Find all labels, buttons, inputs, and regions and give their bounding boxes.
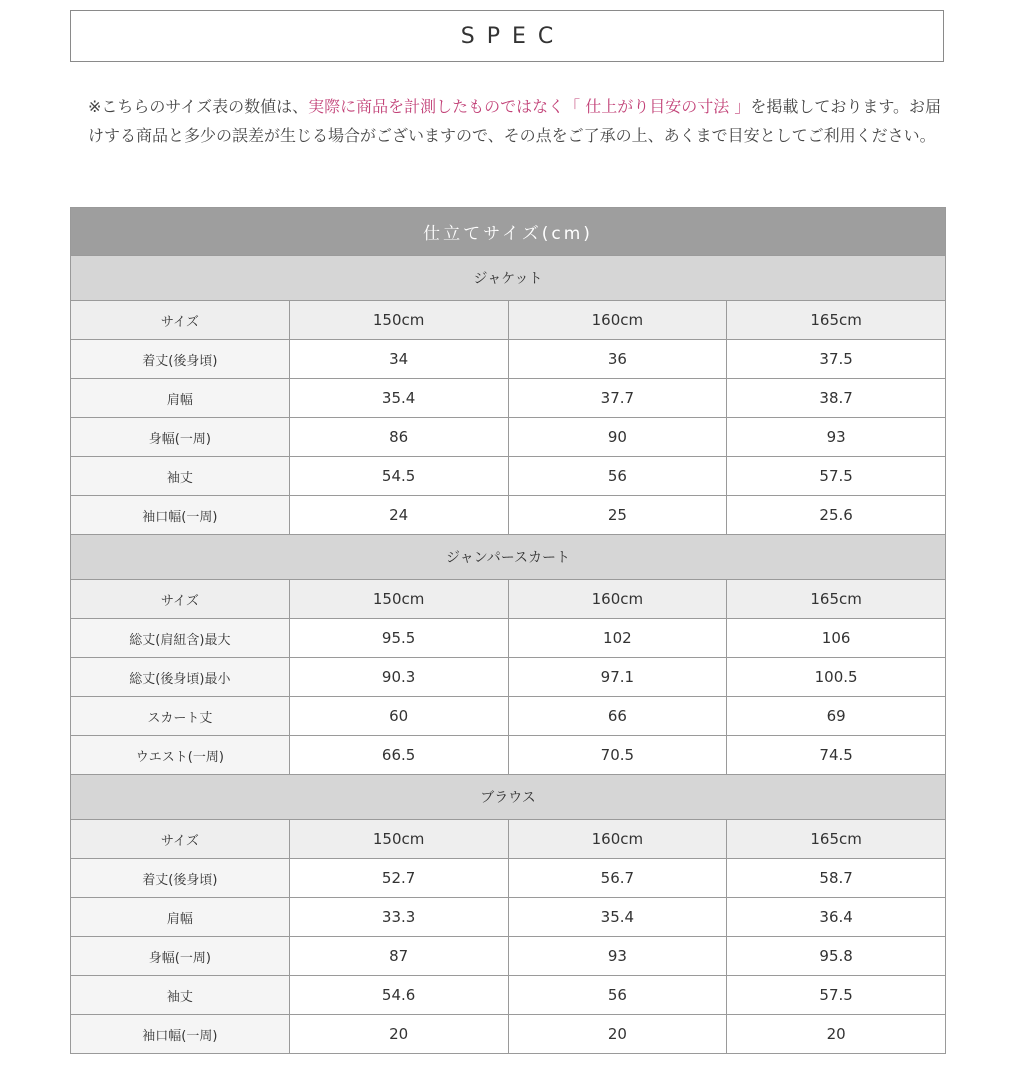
size-label: サイズ	[71, 580, 290, 619]
row-label: 袖口幅(一周)	[71, 496, 290, 535]
table-row	[71, 976, 946, 1015]
row-label: 袖丈	[71, 457, 290, 496]
value-cell: 95.8	[727, 937, 946, 976]
value-cell: 100.5	[727, 658, 946, 697]
notice-text-2: を掲載しております。お届けする商品と多少の誤差が生じる場合がございますので、その点をご了承の上、あくまで目安としてご利用ください。	[88, 97, 942, 145]
value-cell: 74.5	[727, 736, 946, 775]
section-title-row	[71, 256, 946, 301]
value-cell: 54.5	[289, 457, 508, 496]
value-cell: 37.5	[727, 340, 946, 379]
value-cell: 35.4	[508, 898, 727, 937]
section-title: ジャケット	[71, 256, 946, 301]
size-header-cell: 165cm	[727, 820, 946, 859]
row-label: 袖丈	[71, 976, 290, 1015]
size-notice	[88, 92, 948, 150]
value-cell: 54.6	[289, 976, 508, 1015]
size-header-cell: 150cm	[289, 820, 508, 859]
row-label: 着丈(後身頃)	[71, 859, 290, 898]
table-row	[71, 859, 946, 898]
value-cell: 37.7	[508, 379, 727, 418]
table-row	[71, 496, 946, 535]
value-cell: 34	[289, 340, 508, 379]
value-cell: 58.7	[727, 859, 946, 898]
value-cell: 106	[727, 619, 946, 658]
row-label: スカート丈	[71, 697, 290, 736]
value-cell: 36.4	[727, 898, 946, 937]
value-cell: 33.3	[289, 898, 508, 937]
value-cell: 66	[508, 697, 727, 736]
notice-text-1: ※こちらのサイズ表の数値は、	[88, 97, 309, 116]
table-row	[71, 619, 946, 658]
row-label: 袖口幅(一周)	[71, 1015, 290, 1054]
size-header-row	[71, 301, 946, 340]
size-header-cell: 160cm	[508, 301, 727, 340]
size-header-row	[71, 580, 946, 619]
notice-highlight: 実際に商品を計測したものではなく「 仕上がり目安の寸法 」	[308, 97, 751, 116]
value-cell: 36	[508, 340, 727, 379]
value-cell: 93	[508, 937, 727, 976]
value-cell: 56	[508, 457, 727, 496]
value-cell: 25	[508, 496, 727, 535]
value-cell: 20	[289, 1015, 508, 1054]
section-title-row	[71, 535, 946, 580]
size-header-cell: 160cm	[508, 580, 727, 619]
table-row	[71, 697, 946, 736]
table-title: 仕立てサイズ(cm)	[71, 208, 946, 256]
value-cell: 25.6	[727, 496, 946, 535]
table-row	[71, 418, 946, 457]
value-cell: 90.3	[289, 658, 508, 697]
value-cell: 87	[289, 937, 508, 976]
table-row	[71, 898, 946, 937]
table-row	[71, 379, 946, 418]
size-header-cell: 150cm	[289, 580, 508, 619]
section-title-row	[71, 775, 946, 820]
size-header-cell: 165cm	[727, 301, 946, 340]
spec-header	[70, 10, 944, 62]
value-cell: 24	[289, 496, 508, 535]
row-label: 肩幅	[71, 379, 290, 418]
value-cell: 20	[508, 1015, 727, 1054]
size-header-row	[71, 820, 946, 859]
size-table	[70, 207, 946, 1054]
value-cell: 66.5	[289, 736, 508, 775]
value-cell: 102	[508, 619, 727, 658]
section-title: ジャンパースカート	[71, 535, 946, 580]
table-row	[71, 937, 946, 976]
spec-title: SPEC	[460, 23, 566, 49]
value-cell: 57.5	[727, 976, 946, 1015]
value-cell: 38.7	[727, 379, 946, 418]
row-label: ウエスト(一周)	[71, 736, 290, 775]
row-label: 総丈(後身頃)最小	[71, 658, 290, 697]
value-cell: 35.4	[289, 379, 508, 418]
value-cell: 69	[727, 697, 946, 736]
section-title: ブラウス	[71, 775, 946, 820]
value-cell: 20	[727, 1015, 946, 1054]
row-label: 身幅(一周)	[71, 937, 290, 976]
value-cell: 56	[508, 976, 727, 1015]
size-header-cell: 150cm	[289, 301, 508, 340]
value-cell: 93	[727, 418, 946, 457]
table-row	[71, 340, 946, 379]
value-cell: 97.1	[508, 658, 727, 697]
table-row	[71, 1015, 946, 1054]
table-row	[71, 736, 946, 775]
value-cell: 86	[289, 418, 508, 457]
row-label: 身幅(一周)	[71, 418, 290, 457]
table-row	[71, 658, 946, 697]
value-cell: 95.5	[289, 619, 508, 658]
table-title-row	[71, 208, 946, 256]
table-row	[71, 457, 946, 496]
row-label: 着丈(後身頃)	[71, 340, 290, 379]
row-label: 総丈(肩紐含)最大	[71, 619, 290, 658]
size-header-cell: 160cm	[508, 820, 727, 859]
size-label: サイズ	[71, 820, 290, 859]
value-cell: 60	[289, 697, 508, 736]
value-cell: 56.7	[508, 859, 727, 898]
value-cell: 52.7	[289, 859, 508, 898]
value-cell: 70.5	[508, 736, 727, 775]
row-label: 肩幅	[71, 898, 290, 937]
value-cell: 57.5	[727, 457, 946, 496]
size-header-cell: 165cm	[727, 580, 946, 619]
value-cell: 90	[508, 418, 727, 457]
size-label: サイズ	[71, 301, 290, 340]
